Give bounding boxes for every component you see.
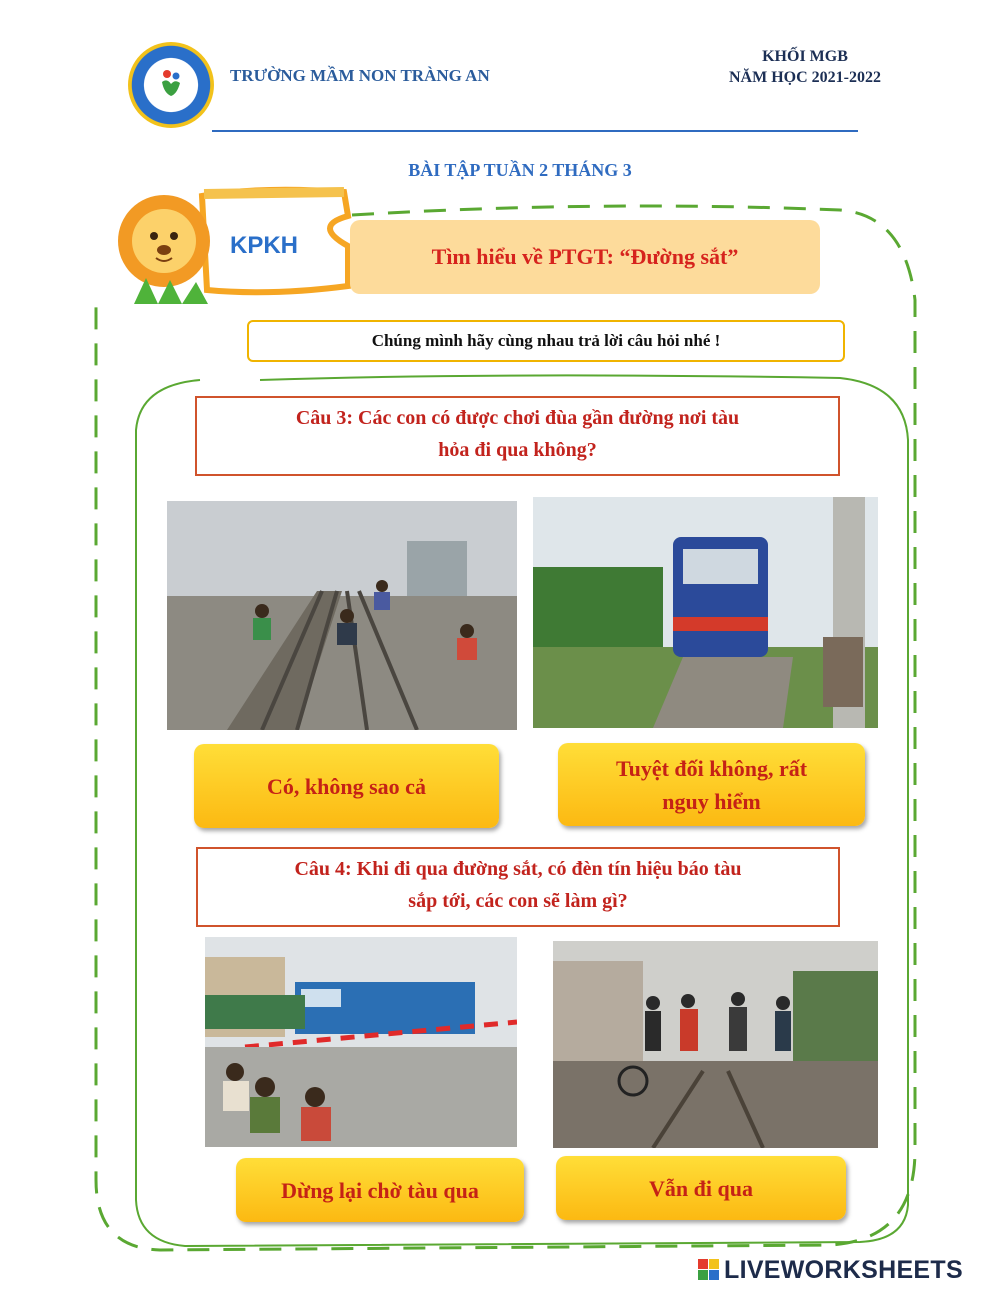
answer-q4-option-1[interactable] <box>236 1158 524 1222</box>
grade-label: KHỐI MGB <box>762 48 848 65</box>
answer-q3-option-1-line1: Có, không sao cả <box>267 773 426 799</box>
photo-level-crossing <box>205 937 517 1147</box>
question-3 <box>195 396 840 476</box>
answer-q3-option-2[interactable] <box>558 743 865 826</box>
school-year: NĂM HỌC 2021-2022 <box>729 69 881 86</box>
worksheet-title: BÀI TẬP TUẦN 2 THÁNG 3 <box>408 160 632 180</box>
lion-eye-icon <box>150 232 158 240</box>
subject-code: KPKH <box>230 232 299 259</box>
answer-q4-option-2[interactable] <box>556 1156 846 1220</box>
answer-q4-option-1-line1: Dừng lại chờ tàu qua <box>281 1177 479 1203</box>
instruction-prompt: Chúng mình hãy cùng nhau trả lời câu hỏi nhé ! <box>247 320 845 362</box>
answer-q3-option-2-line1: Tuyệt đối không, rất <box>615 755 808 781</box>
topic-banner: Tìm hiểu về PTGT: “Đường sắt” <box>350 220 820 294</box>
question-3-line2: hỏa đi qua không? <box>438 439 597 461</box>
question-4 <box>196 847 840 927</box>
answer-q4-option-2-line1: Vẫn đi qua <box>649 1175 753 1201</box>
photo-train-approaching <box>533 497 878 728</box>
liveworksheets-logo-icon <box>698 1259 720 1281</box>
question-3-line1: Câu 3: Các con có được chơi đùa gần đường nơi tàu <box>295 407 740 429</box>
brand-name: LIVEWORKSHEETS <box>724 1256 963 1284</box>
question-4-line1: Câu 4: Khi đi qua đường sắt, có đèn tín hiệu báo tàu <box>294 858 742 880</box>
answer-q3-option-2-line2: nguy hiểm <box>662 788 761 814</box>
school-name: TRƯỜNG MẦM NON TRÀNG AN <box>230 66 490 85</box>
question-4-line2: sắp tới, các con sẽ làm gì? <box>408 890 628 912</box>
photo-children-on-tracks <box>167 501 517 730</box>
photo-people-crossing-tracks <box>553 941 878 1148</box>
answer-q3-option-1[interactable] <box>194 744 499 828</box>
